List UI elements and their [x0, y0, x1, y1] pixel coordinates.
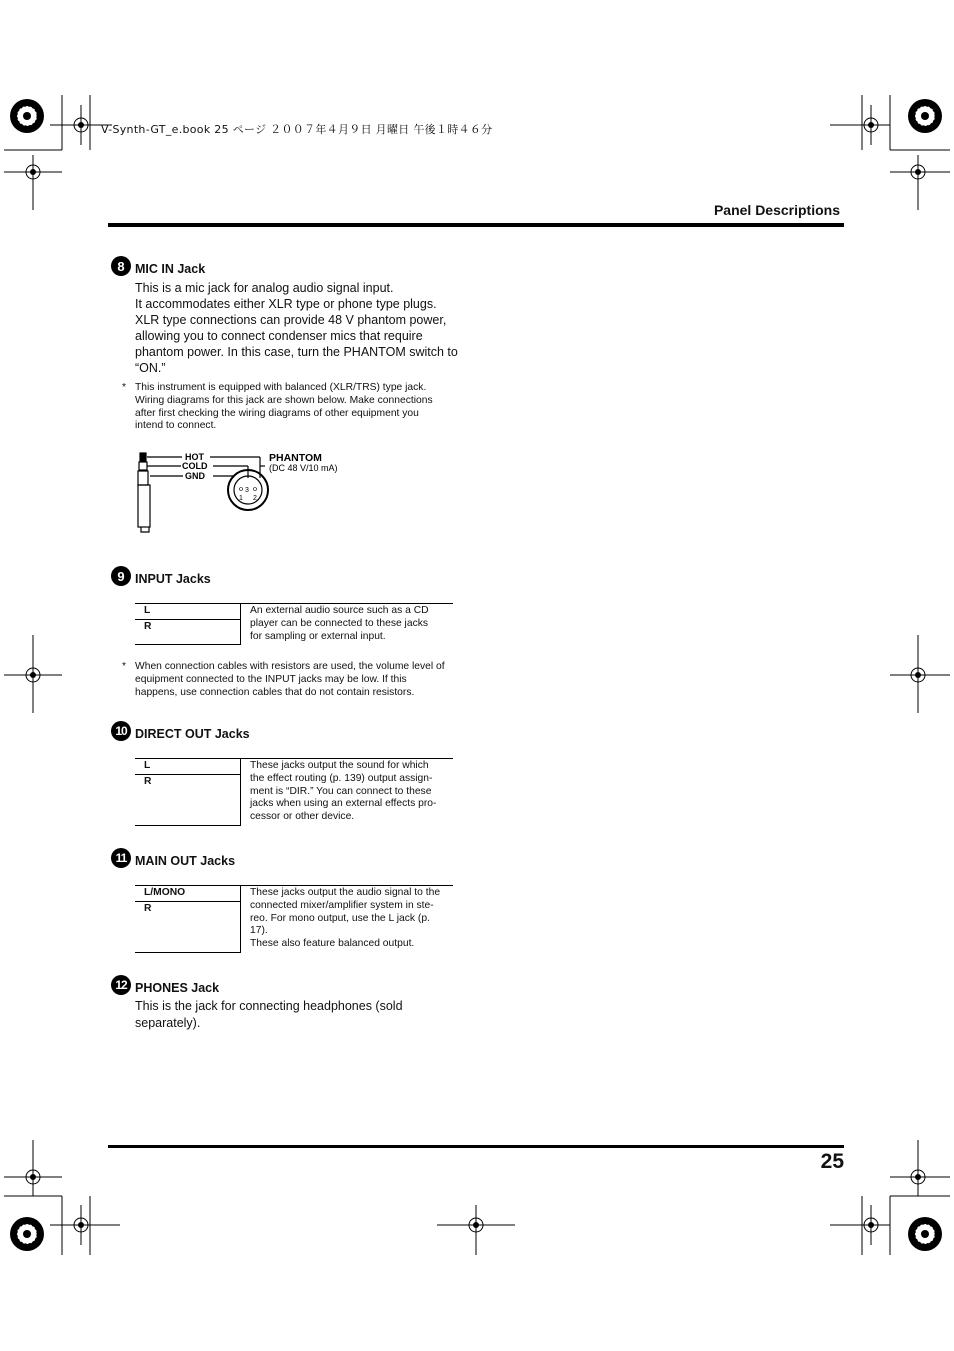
section-number-11: 11: [111, 848, 131, 868]
footer-rule: [108, 1145, 844, 1148]
section-number-10: 10: [111, 721, 131, 741]
mic-in-description: This is a mic jack for analog audio signal input. It accommodates either XLR type or phone type plugs. XLR type connections can provide 48 V phantom power, allowing you to connect condenser mics that require phantom power. In this case, turn the PHANTOM switch to “ON.”: [135, 281, 458, 375]
main-out-row-l-mono: L/MONO: [135, 886, 241, 902]
hot-label: HOT: [185, 452, 204, 462]
direct-out-row-l: L: [135, 759, 241, 775]
header-rule: [108, 223, 844, 227]
section-number-8: 8: [111, 256, 131, 276]
input-description: An external audio source such as a CD player can be connected to these jacks for sampling or external input.: [241, 604, 454, 645]
direct-out-row-r: R: [135, 774, 241, 825]
xlr-trs-wiring-diagram: [135, 448, 385, 538]
input-row-r: R: [135, 619, 241, 644]
cold-label: COLD: [182, 461, 208, 471]
gnd-label: GND: [185, 471, 205, 481]
phantom-label: PHANTOM: [269, 452, 322, 464]
direct-out-table: [135, 758, 453, 826]
phones-description: This is the jack for connecting headphones (sold separately).: [135, 999, 403, 1030]
input-jacks-table: [135, 603, 453, 645]
direct-out-description: These jacks output the sound for which the effect routing (p. 139) output assign- ment is “DIR.” You can connect to these jacks when using an external effects pro- cessor or other device.: [241, 759, 454, 826]
section-number-9: 9: [111, 566, 131, 586]
pin-1-label: 1: [239, 495, 243, 502]
page-number: 25: [820, 1150, 844, 1173]
section-title-mic-in: MIC IN Jack: [135, 262, 206, 276]
section-header-title: Panel Descriptions: [713, 202, 840, 218]
mic-in-note: * This instrument is equipped with balanced (XLR/TRS) type jack. Wiring diagrams for this jack are shown below. Make connections after first checking the wiring diagrams of other equipment you intend to connect.: [122, 382, 433, 432]
section-title-phones: PHONES Jack: [135, 981, 220, 995]
pin-3-label: 3: [245, 487, 249, 494]
main-out-table: [135, 885, 453, 953]
section-title-input: INPUT Jacks: [135, 572, 211, 586]
pin-2-label: 2: [253, 495, 257, 502]
phantom-spec: (DC 48 V/10 mA): [269, 463, 338, 473]
book-file-info: V-Synth-GT_e.book 25 ページ ２００７年４月９日 月曜日 午後１時４６分: [101, 123, 493, 136]
main-out-description: These jacks output the audio signal to the connected mixer/amplifier system in ste- reo. For mono output, use the L jack (p. 17). These also feature balanced output.: [241, 886, 454, 953]
section-title-direct-out: DIRECT OUT Jacks: [135, 727, 250, 741]
input-row-l: L: [135, 604, 241, 620]
section-number-12: 12: [111, 975, 131, 995]
main-out-row-r: R: [135, 901, 241, 952]
input-note: * When connection cables with resistors are used, the volume level of equipment connected to the INPUT jacks may be low. If this happens, use connection cables that do not contain resistors.: [122, 661, 445, 698]
section-title-main-out: MAIN OUT Jacks: [135, 854, 236, 868]
